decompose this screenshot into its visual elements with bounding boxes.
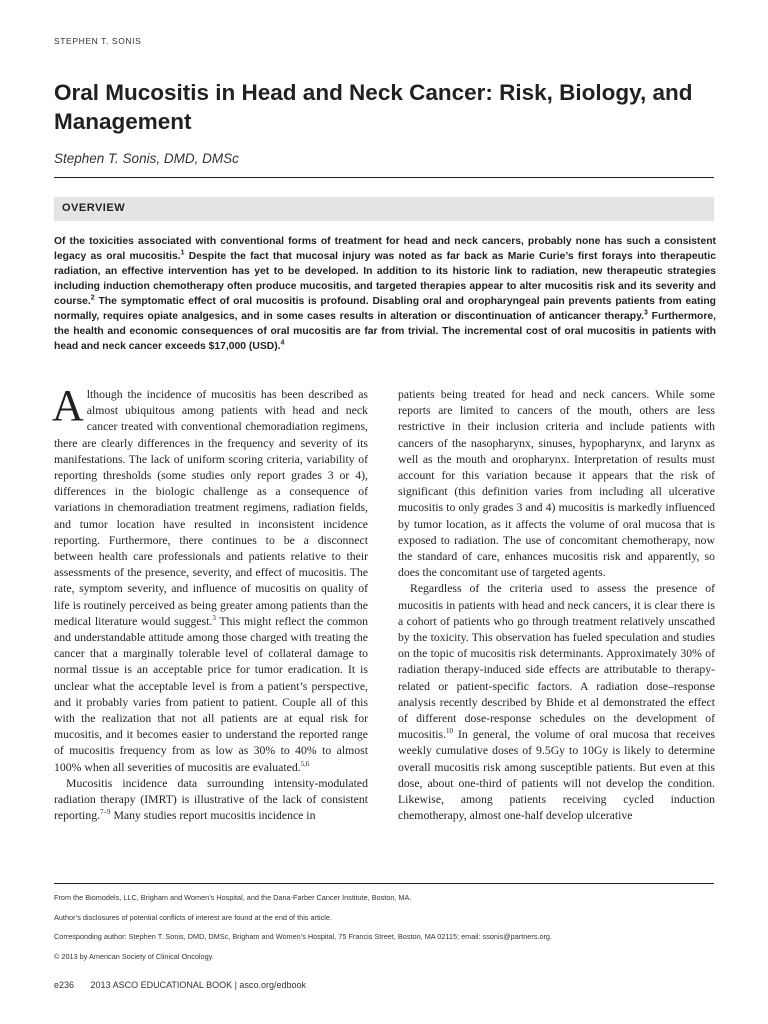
- citation: 3: [212, 613, 216, 622]
- abstract-text: Furthermore, the health and economic consequences of oral mucositis are far from trivial. The incremental cost of oral mucositis in patients with head and neck cancer exceeds $17,000 (USD).: [54, 311, 717, 352]
- citation: 10: [445, 727, 453, 736]
- article-title: Oral Mucositis in Head and Neck Cancer: Risk, Biology, and Management: [54, 80, 693, 134]
- paragraph-text: This might reflect the common and understandable attitude among those charged with treating the cancer that a marginally tolerable level of collateral damage to normal tissue is an acceptable price for tumor eradication. It is unclear what the acceptable level is from a patient’s perspective, and it probably varies from patient to patient. Couple all of this with the realization that not all patients are at equal risk for mucositis, and it becomes easier to understand the reported range of mucositis frequency from as low as 30% to 40% to almost 100% when all severities of mucositis are evaluated.: [54, 614, 369, 774]
- paragraph-text: patients being treated for head and neck cancers. While some reports are limited to cancers of the mouth, others are less restrictive in their inclusion criteria and include patients with cancers of the nasopharynx, sinuses, hypopharynx, and larynx as well as the mouth and oropharynx. Interpretation of results must account for this variation because it appears that the risk of significant (this definition varies from including all ulcerative mucositis to only grades 3 and 4) mucositis is markedly influenced by tumor location, as it affects the volume of oral mucosa that is exposed to radiation. The use of concomitant chemotherapy, now the standard of care, enhances mucositis risk and apparently, so does the concomitant use of targeted agents.: [398, 388, 715, 580]
- body-paragraph: [398, 581, 715, 824]
- page-footer: [54, 980, 306, 990]
- abstract-text: Despite the fact that mucosal injury was noted as far back as Marie Curie’s first forays into therapeutic radiation, an effective intervention has yet to be developed. In addition to its historic link to radiation, new therapeutic strategies including induction chemotherapy often produce mucositis, and targeted therapies appear to alter mucositis risk and its severity and course.: [54, 251, 716, 307]
- body-paragraph: [398, 387, 715, 581]
- citation: 2: [90, 294, 95, 302]
- disclosure-note: Author’s disclosures of potential conflicts of interest are found at the end of this article.: [54, 912, 332, 922]
- citation: 5,6: [300, 759, 310, 768]
- abstract-text: Of the toxicities associated with conventional forms of treatment for head and neck cancers, probably none has such a consistent legacy as oral mucositis.: [54, 236, 716, 262]
- citation: 1: [180, 249, 185, 257]
- page-number: e236: [54, 980, 75, 990]
- abstract-text: The symptomatic effect of oral mucositis is profound. Disabling oral and oropharyngeal pain prevents patients from eating normally, requires opiate analgesics, and in some cases results in alteration or discontinuation of anticancer therapy.: [54, 296, 716, 322]
- overview-heading: OVERVIEW: [62, 202, 126, 214]
- body-paragraph: [54, 776, 368, 825]
- abstract: [54, 234, 716, 354]
- citation: 4: [280, 339, 285, 347]
- citation: 3: [643, 309, 648, 317]
- paragraph-text: Mucositis incidence data surrounding intensity-modulated radiation therapy (IMRT) is illustrative of the lack of consistent reporting.: [54, 776, 368, 823]
- paragraph-text: lthough the incidence of mucositis has been described as almost ubiquitous among patients with head and neck cancer treated with conventional chemoradiation regimens, there are clearly differences in the frequency and severity of its manifestations. The lack of uniform scoring criteria, variability of reporting thresholds (some studies only report grades 3 or 4), differences in the biologic challenge as a consequence of variations in chemoradiation treatment regimens, radiation fields, and tumor location have resulted in inconsistent incidence reporting. Furthermore, there continues to be a disconnect between health care professionals and patients relative to their assessments of the presence, severity, and effect of mucositis. The rate, symptom severity, and influence of mucositis on quality of life is routinely perceived as being greater among patients than the medical literature would suggest.: [54, 388, 368, 628]
- paragraph-text: Regardless of the criteria used to assess the presence of mucositis in patients with head and neck cancers, it is clear there is a cohort of patients who go through treatment relatively unscathed by the toxicity. This observation has fueled speculation and studies on the topic of mucositis risk determinants. Approximately 30% of radiation therapy-induced side effects are attributable to therapy-related or patient-specific factors. A radiation dose–response analysis recently described by Bhide et al demonstrated the effect of different dose-response schedules on the development of mucositis.: [398, 582, 715, 742]
- footnote-rule: [54, 883, 714, 884]
- running-head: STEPHEN T. SONIS: [54, 36, 142, 46]
- publication-line: 2013 ASCO EDUCATIONAL BOOK | asco.org/edbook: [90, 980, 306, 990]
- body-column-left: [52, 381, 369, 824]
- drop-cap: A: [52, 381, 84, 430]
- paragraph-text: In general, the volume of oral mucosa that receives weekly cumulative doses of 9.5Gy to 10Gy is likely to determine overall mucositis risk among susceptible patients. But even at this dose, about one-third of patients will not develop the condition. Likewise, among patients receiving cycled induction chemotherapy, almost one-half develop ulcerative: [398, 728, 715, 823]
- copyright-note: © 2013 by American Society of Clinical Oncology.: [54, 951, 214, 961]
- body-paragraph: [52, 381, 369, 776]
- paragraph-text: Many studies report mucositis incidence in: [110, 809, 316, 823]
- author-byline: Stephen T. Sonis, DMD, DMSc: [54, 151, 239, 166]
- corresponding-author-note: Corresponding author: Stephen T. Sonis, DMD, DMSc, Brigham and Women’s Hospital, 75 Francis Street, Boston, MA 02115; email: ssonis@partners.org.: [54, 932, 553, 941]
- header-rule: [54, 177, 714, 178]
- body-column-right: [398, 387, 715, 824]
- footnotes: [54, 893, 714, 971]
- citation: 7–9: [100, 808, 111, 817]
- affiliation-note: From the Biomodels, LLC, Brigham and Women’s Hospital, and the Dana-Farber Cancer Institute, Boston, MA.: [54, 893, 412, 902]
- overview-section-bar: [54, 197, 714, 221]
